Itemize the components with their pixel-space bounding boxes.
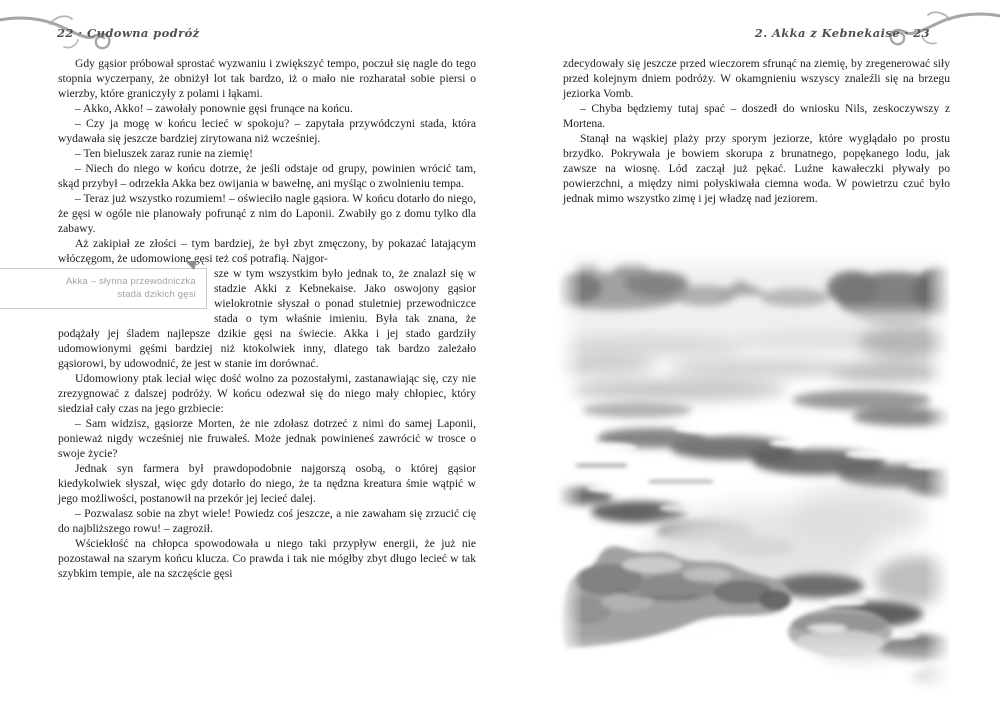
note-arrow-icon bbox=[185, 261, 197, 270]
paragraph-with-margin-note bbox=[58, 266, 476, 371]
paragraph: Aż zakipiał ze złości – tym bardziej, że był zbyt zmęczony, by pokazać latającym włóczęgom, że udomowione gęsi też coś potrafią. Najgor- bbox=[58, 237, 476, 265]
paragraph: Wściekłość na chłopca spowodowała u niego taki przypływ energii, że już nie pozostawał na szarym końcu klucza. Co prawda i tak nie mógłby zbyt długo lecieć w tak szybkim tempie, ale na szczęście gęsi bbox=[58, 537, 476, 580]
paragraph: – Teraz już wszystko rozumiem! – oświeciło nagle gąsiora. W końcu dotarło do niego, że gęsi w ogóle nie planowały pofrunąć z nim do Laponii. Zwabiły go z domu tylko dla zabawy. bbox=[58, 192, 476, 235]
paragraph: – Niech do niego w końcu dotrze, że jeśli odstaje od grupy, powinien wrócić tam, skąd przybył – odrzekła Akka bez owijania w bawełnę, ani myśląc o zwolnieniu tempa. bbox=[58, 162, 476, 190]
paragraph: – Akko, Akko! – zawołały ponownie gęsi frunące na końcu. bbox=[75, 102, 353, 115]
lake-illustration bbox=[557, 250, 951, 698]
margin-note-line: stada dzikich gęsi bbox=[117, 289, 196, 300]
paragraph: Stanął na wąskiej plaży przy sporym jeziorze, które wyglądało po prostu brzydko. Pokrywała je bowiem skorupa z brunatnego, popękanego lodu, jak zawsze na wiosnę. Lód zaczął już pękać. Luźne kawałeczki pływały po powierzchni, a między nimi połyskiwała ciemna woda. W powietrzu czuć było jednak mimo wszystko zimę i jej władzę nad jeziorem. bbox=[563, 132, 950, 205]
paragraph: – Ten bieluszek zaraz runie na ziemię! bbox=[75, 147, 253, 160]
running-head-left: 22 · Cudowna podróż bbox=[57, 26, 200, 40]
paragraph: zdecydowały się jeszcze przed wieczorem sfrunąć na ziemię, by zregenerować siły przed kolejnym dniem podróży. W okamgnieniu wszyscy znaleźli się na brzegu jeziorka Vomb. bbox=[563, 57, 950, 100]
paragraph: – Chyba będziemy tutaj spać – doszedł do wniosku Nils, zeskoczywszy z Mortena. bbox=[563, 102, 950, 130]
paragraph: Gdy gąsior próbował sprostać wyzwaniu i zwiększyć tempo, poczuł się nagle do tego stopnia wyczerpany, że obniżył lot tak bardzo, iż o mało nie rozharatał sobie piersi o wierzby, które graniczyły z polami i łąkami. bbox=[58, 57, 476, 100]
margin-note bbox=[0, 268, 207, 309]
paragraph-text: sze w tym wszystkim było jednak to, że znalazł się w stadzie Akki z Kebnekaise. Jako oswojony gąsior wielokrotnie słyszał o ponad stuletniej przewodniczce stada o tym właśnie imieniu. Była tak znana, że podążały jej śladem najlepsze dzikie gęsi na świecie. Akka i jej stado gardziły udomowionymi gęśmi bardziej niż ktokolwiek inny, dlatego tak bardzo zależało gąsiorowi, by udowodnić, że jest w stanie im dorównać. bbox=[58, 267, 476, 370]
paragraph: – Pozwalasz sobie na zbyt wiele! Powiedz coś jeszcze, a nie zawaham się zrzucić cię do najbliższego rowu! – zagroził. bbox=[58, 507, 476, 535]
margin-note-line: Akka – słynna przewodniczka bbox=[65, 276, 196, 287]
running-head-right: 2. Akka z Kebnekaise · 23 bbox=[754, 26, 930, 40]
paragraph: – Sam widzisz, gąsiorze Morten, że nie zdołasz dotrzeć z nimi do samej Laponii, ponieważ nigdy wcześniej nie fruwałeś. Może jednak powinieneś zawrócić w trosce o swoje życie? bbox=[58, 417, 476, 460]
paragraph: Udomowiony ptak leciał więc dość wolno za pozostałymi, zastanawiając się, czy nie zrezygnować z dalszej podróży. W końcu odezwał się do niego mały chłopiec, który siedział cały czas na jego grzbiecie: bbox=[58, 372, 476, 415]
paragraph: – Czy ja mogę w końcu lecieć w spokoju? – zapytała przywódczyni stada, która wydawała się jeszcze bardziej zirytowana niż wcześniej. bbox=[58, 117, 476, 145]
right-text-column bbox=[563, 56, 950, 206]
left-text-column bbox=[58, 56, 476, 581]
paragraph: Jednak syn farmera był prawdopodobnie najgorszą osobą, o której gąsior kiedykolwiek słyszał, więc gdy dotarło do niego, że ta nędzna kreatura śmie wątpić w jego możliwości, postanowił na przekór jej lecieć dalej. bbox=[58, 462, 476, 505]
page-right bbox=[500, 0, 1000, 707]
